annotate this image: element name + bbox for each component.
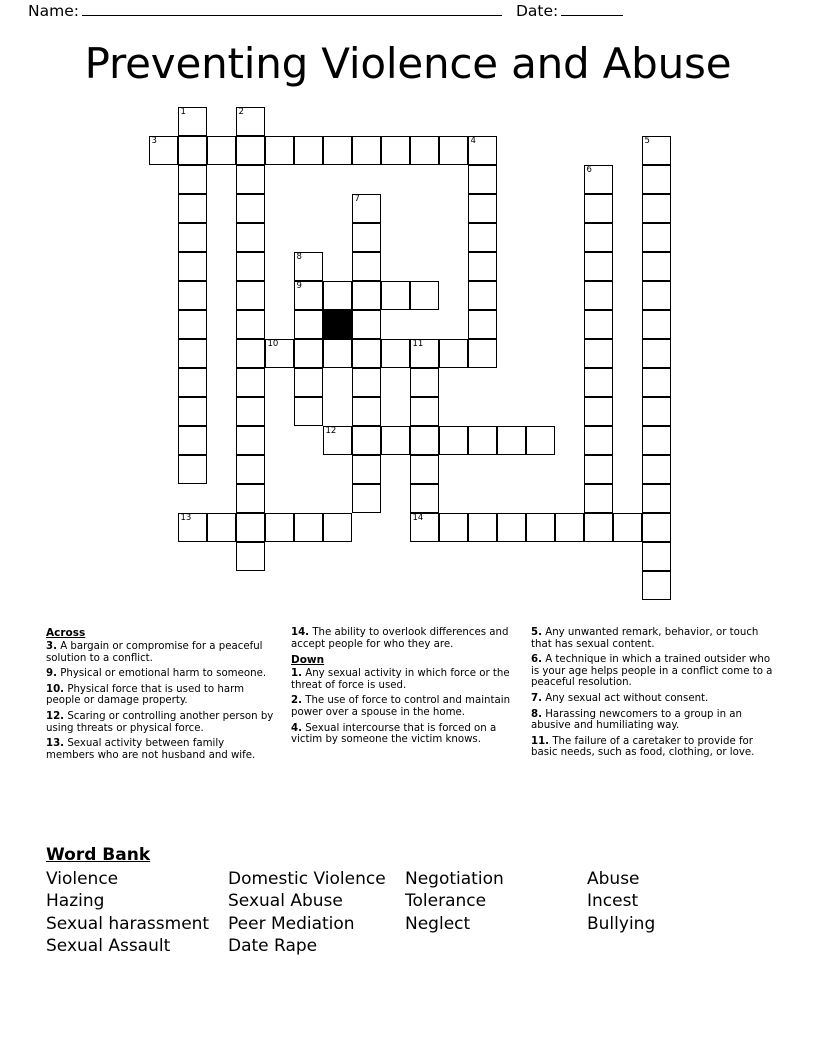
grid-cell[interactable] <box>410 136 439 165</box>
grid-cell[interactable] <box>294 310 323 339</box>
clue-number: 3. <box>46 641 57 652</box>
grid-cell[interactable] <box>265 136 294 165</box>
grid-cell[interactable] <box>584 223 613 252</box>
word-bank-item: Hazing <box>46 891 105 912</box>
clue-number: 13. <box>46 738 65 750</box>
grid-cell[interactable] <box>468 252 497 281</box>
word-bank-item: Abuse <box>587 869 640 889</box>
grid-cell[interactable] <box>352 136 381 165</box>
grid-cell[interactable] <box>236 165 265 194</box>
grid-cell[interactable] <box>149 136 178 165</box>
word-bank-item: Bullying <box>587 913 656 934</box>
grid-cell[interactable] <box>642 136 671 165</box>
clue-number: 11. <box>531 735 550 747</box>
clue-text: Sexual intercourse that is forced on a victim by someone the victim knows. <box>291 722 497 746</box>
grid-cell[interactable] <box>178 397 207 426</box>
grid-cell[interactable] <box>294 339 323 368</box>
grid-cell-number: 10 <box>267 339 279 349</box>
grid-cell[interactable] <box>468 339 497 368</box>
clue-down-11 <box>531 736 776 759</box>
crossword-grid[interactable] <box>149 107 679 577</box>
grid-cell[interactable] <box>178 310 207 339</box>
clue-across-13 <box>46 738 274 761</box>
grid-cell[interactable] <box>352 339 381 368</box>
grid-cell[interactable] <box>178 165 207 194</box>
grid-cell[interactable] <box>584 484 613 513</box>
grid-cell[interactable] <box>497 513 526 542</box>
clue-down-5 <box>531 627 776 650</box>
grid-cell[interactable] <box>236 310 265 339</box>
grid-cell[interactable] <box>178 455 207 484</box>
grid-cell[interactable] <box>178 107 207 136</box>
clue-across-14 <box>291 627 523 650</box>
grid-cell[interactable] <box>497 426 526 455</box>
grid-cell[interactable] <box>410 484 439 513</box>
word-bank-item: Sexual Assault <box>46 936 171 957</box>
grid-cell-number: 11 <box>412 339 424 349</box>
grid-cell[interactable] <box>642 252 671 281</box>
grid-cell[interactable] <box>468 310 497 339</box>
grid-cell[interactable] <box>236 426 265 455</box>
clue-across-12 <box>46 711 274 734</box>
grid-cell[interactable] <box>236 281 265 310</box>
clue-text: Any sexual activity in which force or the threat of force is used. <box>291 668 510 691</box>
grid-cell[interactable] <box>236 368 265 397</box>
grid-cell[interactable] <box>410 397 439 426</box>
grid-cell[interactable] <box>468 194 497 223</box>
grid-cell-number: 8 <box>296 252 302 262</box>
clue-down-4 <box>291 723 523 746</box>
grid-cell[interactable] <box>584 252 613 281</box>
grid-cell[interactable] <box>352 426 381 455</box>
clue-number: 2. <box>291 695 302 707</box>
word-bank <box>46 845 766 958</box>
clue-number: 14. <box>291 627 310 638</box>
word-bank-item: Sexual Abuse <box>228 891 343 912</box>
grid-cell[interactable] <box>178 426 207 455</box>
grid-cell[interactable] <box>468 223 497 252</box>
clue-down-1 <box>291 668 523 691</box>
grid-cell[interactable] <box>381 426 410 455</box>
grid-cell[interactable] <box>236 339 265 368</box>
grid-cell-number: 5 <box>644 136 650 146</box>
grid-cell[interactable] <box>236 223 265 252</box>
grid-cell[interactable] <box>410 339 439 368</box>
clue-number: 5. <box>531 627 542 638</box>
grid-cell[interactable] <box>236 107 265 136</box>
name-date-row <box>28 2 788 26</box>
grid-cell[interactable] <box>265 339 294 368</box>
grid-cell[interactable] <box>584 310 613 339</box>
grid-cell[interactable] <box>555 513 584 542</box>
grid-cell[interactable] <box>178 339 207 368</box>
grid-cell[interactable] <box>323 426 352 455</box>
down-heading: Down <box>291 654 325 667</box>
clue-column-1 <box>46 627 274 765</box>
grid-cell-number: 2 <box>238 107 244 117</box>
grid-cell[interactable] <box>323 136 352 165</box>
grid-cell[interactable] <box>642 339 671 368</box>
grid-cell[interactable] <box>381 281 410 310</box>
grid-cell[interactable] <box>439 136 468 165</box>
clue-text: Sexual activity between family members who are not husband and wife. <box>46 738 256 761</box>
grid-cell[interactable] <box>439 426 468 455</box>
grid-cell[interactable] <box>294 513 323 542</box>
grid-cell[interactable] <box>178 194 207 223</box>
grid-cell[interactable] <box>526 513 555 542</box>
page-title: Preventing Violence and Abuse <box>84 39 732 88</box>
grid-cell[interactable] <box>352 194 381 223</box>
grid-cell[interactable] <box>468 136 497 165</box>
across-heading: Across <box>46 627 86 639</box>
grid-cell-number: 3 <box>151 136 157 146</box>
clue-text: Physical force that is used to harm people or damage property. <box>46 683 245 707</box>
clue-number: 7. <box>531 692 542 704</box>
grid-cell[interactable] <box>236 194 265 223</box>
grid-cell[interactable] <box>236 484 265 513</box>
clue-number: 4. <box>291 722 302 734</box>
grid-cell[interactable] <box>352 455 381 484</box>
grid-cell[interactable] <box>207 136 236 165</box>
grid-cell[interactable] <box>352 397 381 426</box>
grid-cell[interactable] <box>613 513 642 542</box>
grid-cell[interactable] <box>294 252 323 281</box>
grid-cell[interactable] <box>642 513 671 542</box>
clue-text: The ability to overlook differences and accept people for who they are. <box>291 627 509 650</box>
word-bank-item: Neglect <box>405 913 471 934</box>
clue-text: The use of force to control and maintain power over a spouse in the home. <box>291 695 511 718</box>
grid-cell[interactable] <box>265 513 294 542</box>
clue-text: Any unwanted remark, behavior, or touch that has sexual content. <box>531 627 759 650</box>
grid-cell[interactable] <box>642 484 671 513</box>
date-blank-line[interactable] <box>561 2 623 16</box>
grid-cell[interactable] <box>584 368 613 397</box>
grid-cell[interactable] <box>352 368 381 397</box>
grid-cell[interactable] <box>352 281 381 310</box>
clue-down-6 <box>531 654 776 689</box>
grid-cell[interactable] <box>642 165 671 194</box>
clue-across-9 <box>46 668 274 680</box>
word-bank-heading: Word Bank <box>46 845 151 865</box>
grid-cell[interactable] <box>642 542 671 571</box>
grid-cell[interactable] <box>294 281 323 310</box>
word-bank-item: Negotiation <box>405 869 504 889</box>
grid-cell-number: 12 <box>325 426 337 436</box>
grid-cell[interactable] <box>410 426 439 455</box>
clue-text: A bargain or compromise for a peaceful solution to a conflict. <box>46 641 263 664</box>
grid-cell[interactable] <box>642 397 671 426</box>
grid-cell[interactable] <box>642 194 671 223</box>
grid-cell-number: 7 <box>354 194 360 204</box>
date-label: Date: <box>515 2 559 20</box>
clue-number: 1. <box>291 668 302 680</box>
clues-region <box>46 627 776 832</box>
grid-cell[interactable] <box>352 252 381 281</box>
word-bank-item: Sexual harassment <box>46 913 210 934</box>
grid-cell[interactable] <box>294 136 323 165</box>
grid-cell[interactable] <box>294 368 323 397</box>
grid-cell[interactable] <box>439 339 468 368</box>
grid-cell[interactable] <box>381 339 410 368</box>
grid-cell[interactable] <box>352 223 381 252</box>
clue-text: A technique in which a trained outsider who is your age helps people in a conflict come to a peaceful resolution. <box>531 654 773 689</box>
grid-cell[interactable] <box>178 281 207 310</box>
grid-cell[interactable] <box>410 368 439 397</box>
grid-cell[interactable] <box>207 513 236 542</box>
grid-cell[interactable] <box>381 136 410 165</box>
grid-cell[interactable] <box>410 455 439 484</box>
grid-cell[interactable] <box>584 397 613 426</box>
word-bank-item: Tolerance <box>405 891 487 912</box>
word-bank-item: Violence <box>46 869 119 889</box>
grid-cell[interactable] <box>236 542 265 571</box>
grid-cell[interactable] <box>236 455 265 484</box>
grid-cell[interactable] <box>323 339 352 368</box>
clue-text: The failure of a caretaker to provide for basic needs, such as food, clothing, or love. <box>531 735 755 759</box>
grid-cell[interactable] <box>584 194 613 223</box>
clue-text: Physical or emotional harm to someone. <box>60 668 267 680</box>
word-bank-grid <box>46 868 766 958</box>
grid-cell-blocked <box>323 310 352 339</box>
word-bank-item: Incest <box>587 891 639 912</box>
grid-cell[interactable] <box>642 368 671 397</box>
grid-cell[interactable] <box>642 310 671 339</box>
grid-cell[interactable] <box>584 426 613 455</box>
grid-cell[interactable] <box>584 339 613 368</box>
clue-text: Scaring or controlling another person by using threats or physical force. <box>46 710 274 734</box>
grid-cell[interactable] <box>468 165 497 194</box>
grid-cell[interactable] <box>236 252 265 281</box>
grid-cell[interactable] <box>468 281 497 310</box>
clue-number: 10. <box>46 683 65 695</box>
grid-cell[interactable] <box>178 252 207 281</box>
grid-cell[interactable] <box>236 513 265 542</box>
grid-cell-number: 6 <box>586 165 592 175</box>
name-blank-line[interactable] <box>82 2 502 16</box>
clue-column-2 <box>291 627 523 750</box>
grid-cell[interactable] <box>439 513 468 542</box>
grid-cell[interactable] <box>236 136 265 165</box>
grid-cell-number: 4 <box>470 136 476 146</box>
grid-cell[interactable] <box>178 136 207 165</box>
clue-down-8 <box>531 709 776 732</box>
grid-cell-number: 14 <box>412 513 424 523</box>
grid-cell-number: 9 <box>296 281 302 291</box>
grid-cell[interactable] <box>584 455 613 484</box>
grid-cell[interactable] <box>526 426 555 455</box>
clue-across-3 <box>46 641 274 664</box>
word-bank-item: Domestic Violence <box>228 869 386 889</box>
grid-cell[interactable] <box>642 281 671 310</box>
clue-down-2 <box>291 695 523 718</box>
grid-cell[interactable] <box>468 426 497 455</box>
grid-cell[interactable] <box>236 397 265 426</box>
word-bank-item: Date Rape <box>228 936 318 957</box>
grid-cell[interactable] <box>584 513 613 542</box>
grid-cell[interactable] <box>584 281 613 310</box>
clue-number: 8. <box>531 708 542 720</box>
grid-cell-number: 1 <box>180 107 186 117</box>
grid-cell[interactable] <box>584 165 613 194</box>
grid-cell[interactable] <box>468 513 497 542</box>
clue-number: 9. <box>46 668 57 680</box>
clue-text: Harassing newcomers to a group in an abusive and humiliating way. <box>531 708 742 732</box>
grid-cell[interactable] <box>642 571 671 600</box>
grid-cell[interactable] <box>178 513 207 542</box>
clue-column-3 <box>531 627 776 763</box>
grid-cell[interactable] <box>294 397 323 426</box>
grid-cell[interactable] <box>642 455 671 484</box>
clue-text: Any sexual act without consent. <box>545 692 709 704</box>
grid-cell[interactable] <box>352 484 381 513</box>
grid-cell[interactable] <box>642 223 671 252</box>
grid-cell[interactable] <box>642 426 671 455</box>
grid-cell-number: 13 <box>180 513 192 523</box>
name-label: Name: <box>28 2 79 20</box>
grid-cell[interactable] <box>323 281 352 310</box>
grid-cell[interactable] <box>410 513 439 542</box>
clue-across-10 <box>46 684 274 707</box>
word-bank-item: Peer Mediation <box>228 913 355 934</box>
grid-cell[interactable] <box>323 513 352 542</box>
clue-number: 12. <box>46 710 65 722</box>
grid-cell[interactable] <box>178 223 207 252</box>
grid-cell[interactable] <box>410 281 439 310</box>
clue-down-7 <box>531 693 776 705</box>
grid-cell[interactable] <box>178 368 207 397</box>
grid-cell[interactable] <box>352 310 381 339</box>
clue-number: 6. <box>531 654 542 666</box>
